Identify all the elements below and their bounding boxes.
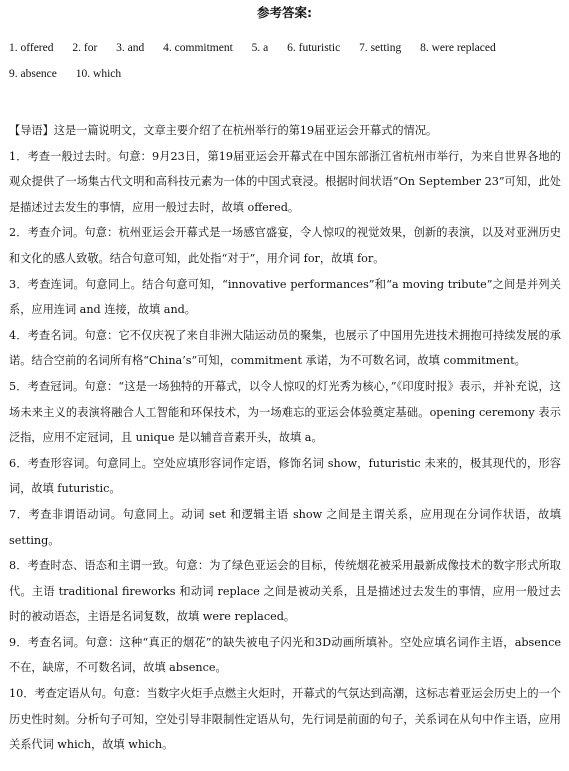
explanation-body xyxy=(9,118,561,758)
answer-list xyxy=(9,38,564,90)
answer-3: 3. and xyxy=(116,42,145,54)
explanation-5: 5．考查冠词。句意：“这是一场独特的开幕式，以令人惊叹的灯光秀为核心，”《印度时报》表示，并补充说，这场未来主义的表演将融合人工智能和环保技术，为一场难忘的亚运会体验奠定基础。opening ceremony 表示泛指，应用不定冠词，且 unique 是以辅音音素开头，故填 a。 xyxy=(9,379,561,445)
explanation-1: 1．考查一般过去时。句意：9月23日，第19届亚运会开幕式在中国东部浙江省杭州市举行，为来自世界各地的观众提供了一场集古代文明和高科技元素为一体的中国式衰浸。根据时间状语“On September 23”可知，此处是描述过去发生的事情，应用一般过去时，故填 offered。 xyxy=(9,149,561,214)
answer-2: 2. for xyxy=(72,42,98,54)
explanation-10: 10．考查定语从句。句意：当数字火炬手点燃主火炬时，开幕式的气氛达到高潮，这标志着亚运会历史上的一个历史性时刻。分析句子可知，空处引导非限制性定语从句，先行词是前面的句子，关系词在从句中作主语，应用关系代词 which，故填 which。 xyxy=(9,687,561,752)
answer-9: 9. absence xyxy=(9,68,57,80)
explanation-8: 8．考查时态、语态和主谓一致。句意：为了绿色亚运会的目标，传统烟花被采用最新成像技术的数字形式所取代。主语 traditional fireworks 和动词 replace 之间是被动关系，且是描述过去发生的事情，应用一般过去时的被动语态，主语是名词复数，故填 were replaced。 xyxy=(9,559,561,624)
answer-10: 10. which xyxy=(75,68,122,80)
explanation-2: 2．考查介词。句意：杭州亚运会开幕式是一场感官盛宴，令人惊叹的视觉效果，创新的表演，以及对亚洲历史和文化的感人致敬。结合句意可知，此处指“对于”，用介词 for，故填 for。 xyxy=(9,226,561,265)
explanation-3: 3．考查连词。句意同上。结合句意可知，“innovative performances”和“a moving tribute”之间是并列关系，应用连词 and 连接，故填 and。 xyxy=(9,277,561,317)
answer-1: 1. offered xyxy=(9,42,54,54)
answer-row xyxy=(9,38,564,64)
intro-paragraph: 【导语】这是一篇说明文，文章主要介绍了在杭州举行的第19届亚运会开幕式的情况。 xyxy=(9,124,438,137)
answer-5: 5. a xyxy=(251,42,269,54)
explanation-7: 7．考查非谓语动词。句意同上。动词 set 和逻辑主语 show 之间是主谓关系，应用现在分词作状语，故填 setting。 xyxy=(9,507,561,547)
answer-row xyxy=(9,64,564,90)
answer-7: 7. setting xyxy=(359,42,402,54)
explanation-6: 6．考查形容词。句意同上。空处应填形容词作定语，修饰名词 show，futuristic 未来的，极其现代的，形容词，故填 futuristic。 xyxy=(9,456,561,496)
explanation-4: 4．考查名词。句意：它不仅庆祝了来自非洲大陆运动员的聚集，也展示了中国用先进技术拥抱可持续发展的承诺。结合空前的名词所有格“China’s”可知，commitment 承诺，为不可数名词，故填 commitment。 xyxy=(9,328,561,368)
answer-8: 8. were replaced xyxy=(420,42,496,54)
answer-4: 4. commitment xyxy=(163,42,233,54)
answer-6: 6. futuristic xyxy=(287,42,341,54)
explanation-9: 9．考查名词。句意：这种“真正的烟花”的缺失被电子闪光和3D动画所填补。空处应填名词作主语，absence 不在，缺席，不可数名词，故填 absence。 xyxy=(9,635,561,675)
answer-key-title: 参考答案: xyxy=(257,5,312,20)
